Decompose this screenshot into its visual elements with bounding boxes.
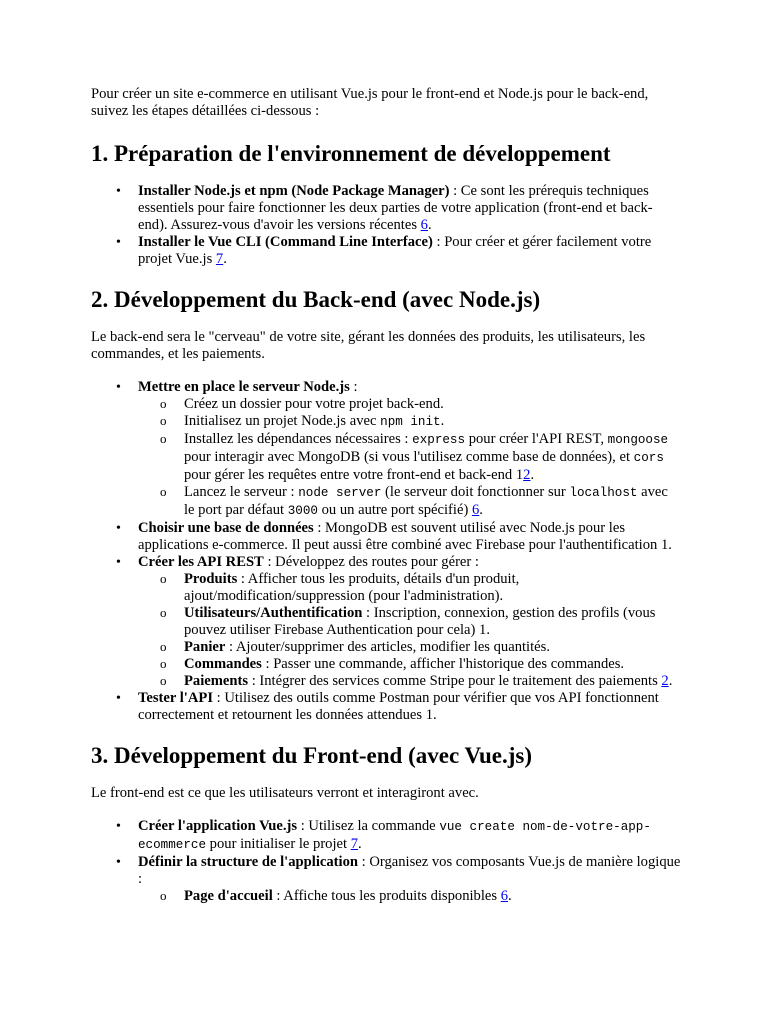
- item-bold-label: Mettre en place le serveur Node.js: [138, 379, 350, 395]
- reference-link[interactable]: 2: [523, 467, 531, 483]
- section-3-paragraph: Le front-end est ce que les utilisateurs verront et interagiront avec.: [91, 785, 479, 801]
- list-item: • Installer le Vue CLI (Command Line Interface) : Pour créer et gérer facilement votre projet Vue.js 7.: [138, 234, 681, 268]
- reference-link[interactable]: 2: [661, 673, 669, 689]
- list-item: • Créer l'application Vue.js : Utilisez la commande vue create nom-de-votre-app-ecommerce pour initialiser le projet 7.: [138, 818, 681, 854]
- list-item: • Tester l'API : Utilisez des outils comme Postman pour vérifier que vos API fonctionnent correctement et retournent les données attendues 1.: [138, 690, 681, 724]
- document-page: [91, 86, 681, 923]
- sub-list-item: o Créez un dossier pour votre projet back-end.: [184, 396, 681, 413]
- item-bold-label: Définir la structure de l'application: [138, 854, 358, 870]
- list-item: • Créer les API REST : Développez des routes pour gérer : o Produits : Afficher tous les produits, détails d'un produit, ajout/modification/suppression (pour l'administration). o Utilisateurs/Authentification : Inscription, connexion, gestion des profils (vous pouvez utiliser Firebase Authentication pour cela) 1. o Panier : Ajouter/supprimer des articles, modifier les quantités. o Commandes : Passer une commande, afficher l'historique des commandes. o Paiements : Intégrer des services comme Stripe pour le traitement des paiements 2.: [138, 554, 681, 690]
- section-1-heading: 1. Préparation de l'environnement de développement: [91, 141, 611, 166]
- inline-code: localhost: [569, 486, 638, 500]
- sub-list-item: o Initialisez un projet Node.js avec npm init.: [184, 413, 681, 431]
- reference-link[interactable]: 6: [420, 217, 428, 233]
- inline-code: vue create nom-de-votre-app-ecommerce: [138, 820, 651, 852]
- inline-code: npm init: [380, 415, 441, 429]
- list-item: • Installer Node.js et npm (Node Package Manager) : Ce sont les prérequis techniques essentiels pour faire fonctionner les deux parties de votre application (front-end et back-end). Assurez-vous d'avoir les versions récentes 6.: [138, 183, 681, 234]
- item-bold-label: Créer les API REST: [138, 554, 264, 570]
- list-item: • Définir la structure de l'application : Organisez vos composants Vue.js de manière logique : o Page d'accueil : Affiche tous les produits disponibles 6.: [138, 854, 681, 905]
- sub-list-item: o Lancez le serveur : node server (le serveur doit fonctionner sur localhost avec le port par défaut 3000 ou un autre port spécifié) 6.: [184, 484, 681, 520]
- item-bold-label: Tester l'API: [138, 690, 213, 706]
- sub-list-item: o Page d'accueil : Affiche tous les produits disponibles 6.: [184, 888, 681, 905]
- reference-link[interactable]: 6: [471, 502, 480, 518]
- item-bold-label: Créer l'application Vue.js: [138, 818, 298, 834]
- section-2-heading: 2. Développement du Back-end (avec Node.js): [91, 287, 541, 312]
- inline-code: cors: [633, 451, 664, 465]
- inline-code: express: [412, 433, 466, 447]
- inline-code: node server: [298, 486, 382, 500]
- section-3-list: [91, 818, 681, 905]
- sub-list: [138, 396, 681, 520]
- sub-list: [138, 888, 681, 905]
- section-2-list: [91, 379, 681, 724]
- item-bold-label: Installer le Vue CLI (Command Line Interface): [138, 234, 433, 250]
- reference-link[interactable]: 6: [500, 888, 509, 904]
- section-3-heading: 3. Développement du Front-end (avec Vue.js): [91, 743, 533, 768]
- sub-list: [138, 571, 681, 690]
- sub-list-item: o Commandes : Passer une commande, afficher l'historique des commandes.: [184, 656, 681, 673]
- reference-link[interactable]: 7: [350, 836, 359, 852]
- intro-paragraph: Pour créer un site e-commerce en utilisant Vue.js pour le front-end et Node.js pour le back-end, suivez les étapes détaillées ci-dessous :: [91, 86, 649, 119]
- section-2-paragraph: Le back-end sera le "cerveau" de votre site, gérant les données des produits, les utilisateurs, les commandes, et les paiements.: [91, 329, 646, 362]
- sub-list-item: o Panier : Ajouter/supprimer des articles, modifier les quantités.: [184, 639, 681, 656]
- item-bold-label: Choisir une base de données: [138, 520, 314, 536]
- reference-link[interactable]: 7: [215, 251, 224, 267]
- list-item: • Mettre en place le serveur Node.js : o Créez un dossier pour votre projet back-end. o Initialisez un projet Node.js avec npm init. o Installez les dépendances nécessaires : express pour créer l'API REST, mongoose pour interagir avec MongoDB (si vous l'utilisez comme base de données), et cors pour gérer les requêtes entre votre front-end et back-end 12. o Lancez le serveur : node server (le serveur doit fonctionner sur localhost avec le port par défaut 3000 ou un autre port spécifié) 6.: [138, 379, 681, 520]
- sub-list-item: o Paiements : Intégrer des services comme Stripe pour le traitement des paiements 2.: [184, 673, 681, 690]
- list-item: • Choisir une base de données : MongoDB est souvent utilisé avec Node.js pour les applications e-commerce. Il peut aussi être combiné avec Firebase pour l'authentification 1.: [138, 520, 681, 554]
- sub-list-item: o Utilisateurs/Authentification : Inscription, connexion, gestion des profils (vous pouvez utiliser Firebase Authentication pour cela) 1.: [184, 605, 681, 639]
- inline-code: 3000: [287, 504, 318, 518]
- item-bold-label: Installer Node.js et npm (Node Package Manager): [138, 183, 450, 199]
- section-1-list: [91, 183, 681, 268]
- sub-list-item: o Produits : Afficher tous les produits, détails d'un produit, ajout/modification/suppression (pour l'administration).: [184, 571, 681, 605]
- sub-list-item: o Installez les dépendances nécessaires : express pour créer l'API REST, mongoose pour interagir avec MongoDB (si vous l'utilisez comme base de données), et cors pour gérer les requêtes entre votre front-end et back-end 12.: [184, 431, 681, 484]
- inline-code: mongoose: [607, 433, 669, 447]
